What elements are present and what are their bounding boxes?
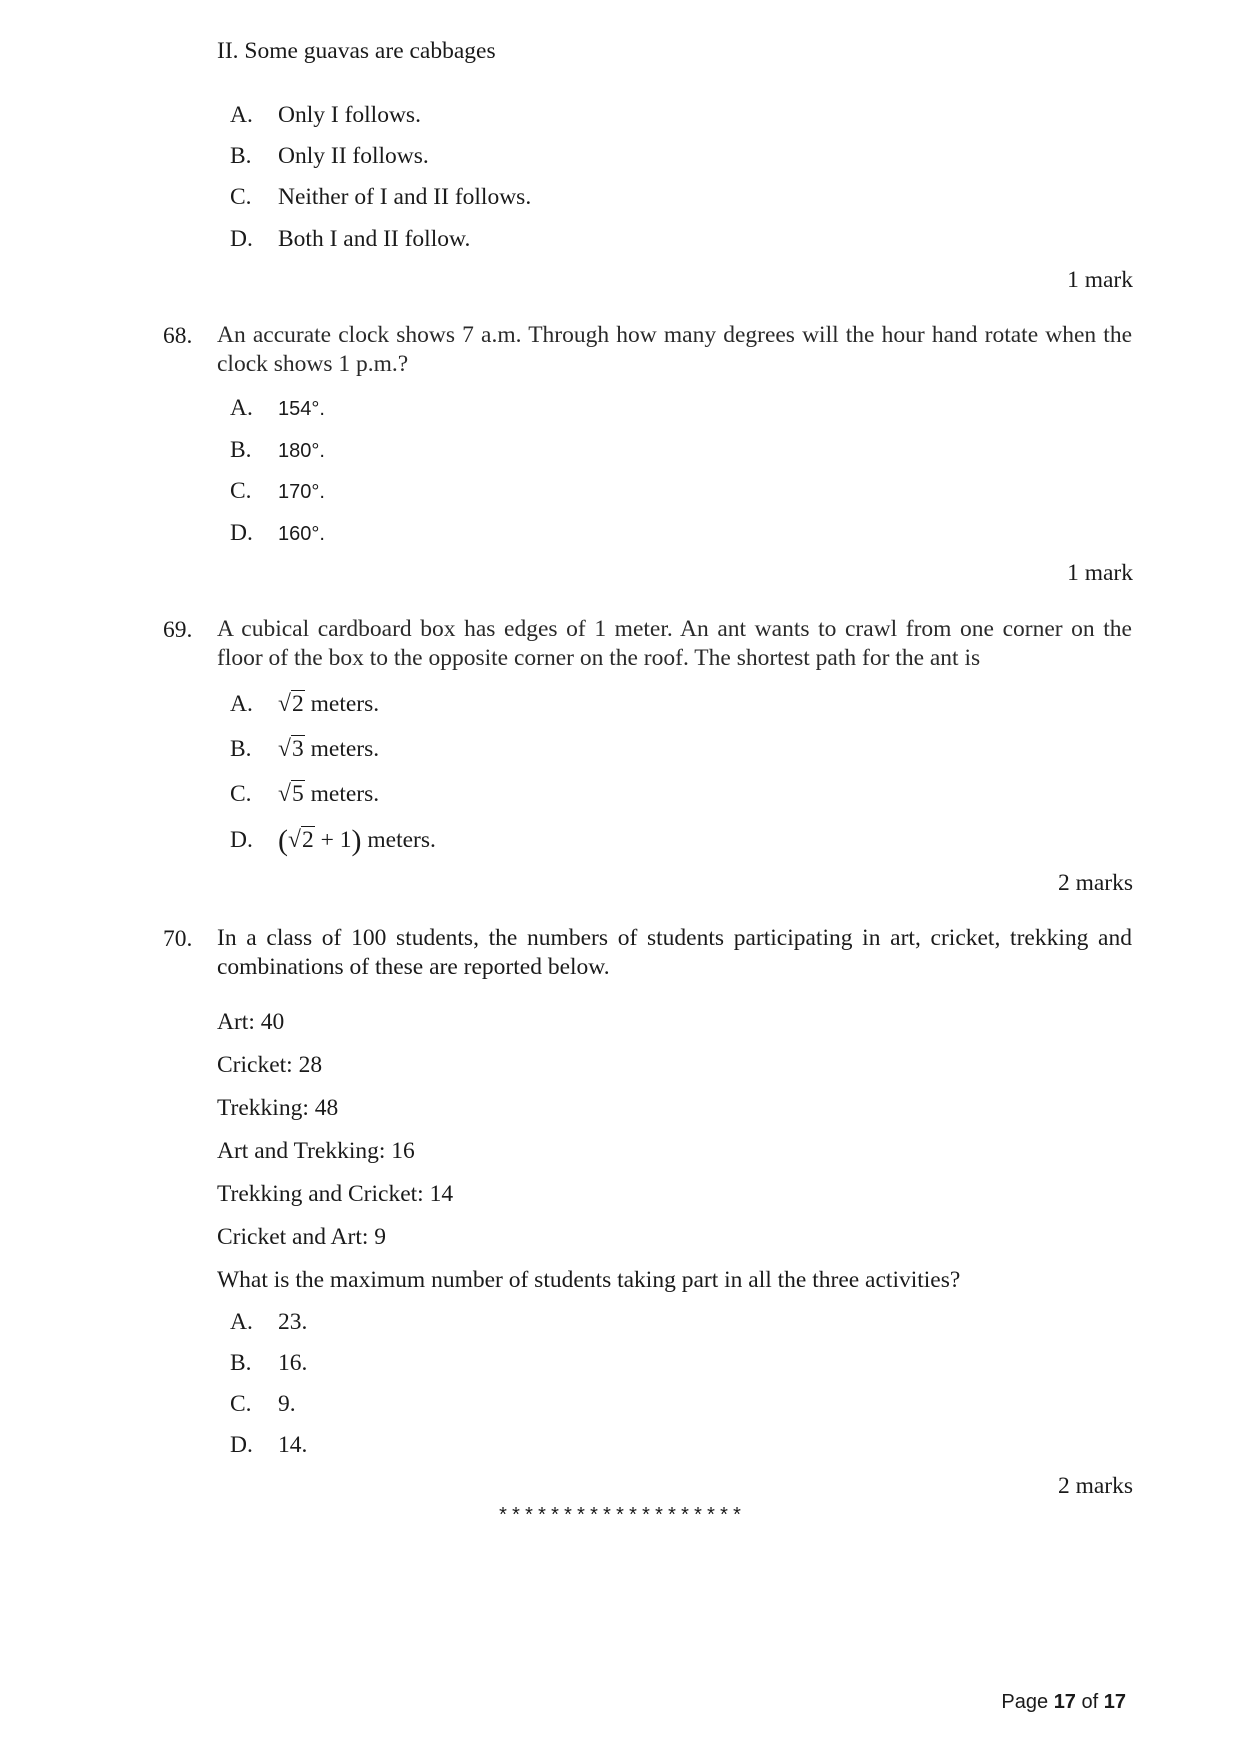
radical-sign-icon: √ [278,781,291,807]
option-text: meters. [304,691,380,717]
q70-option-b [230,1348,307,1378]
prev-option-a [230,100,421,130]
option-letter: A. [230,691,253,717]
option-letter: C. [230,478,252,504]
page-current: 17 [1053,1691,1076,1713]
radicand: 2 [292,691,304,717]
page-footer [1001,1691,1126,1714]
option-letter: A. [230,395,253,421]
statement-ii: II. Some guavas are cabbages [217,38,496,64]
prev-option-b [230,141,429,171]
question-text: An accurate clock shows 7 a.m. Through how many degrees will the hour hand rotate when the clock shows 1 p.m.? [217,322,1132,377]
question-text: In a class of 100 students, the numbers of students participating in art, cricket, trekking and combinations of these are reported below. [217,925,1132,980]
question-text: A cubical cardboard box has edges of 1 meter. An ant wants to crawl from one corner on the floor of the box to the opposite corner on the roof. The shortest path for the ant is [217,616,1132,671]
option-letter: C. [230,781,252,807]
plus-term: + 1 [314,827,352,853]
option-letter: C. [230,184,252,210]
option-letter: B. [230,143,252,169]
radicand: 5 [292,781,304,807]
question-number: 70. [163,926,193,952]
data-line-cricket-art: Cricket and Art: 9 [217,1224,387,1250]
option-letter: B. [230,1350,252,1376]
data-line-trekking-cricket: Trekking and Cricket: 14 [217,1181,454,1207]
question-number: 69. [163,617,193,643]
radicand: 3 [292,736,304,762]
q70-option-d [230,1430,307,1460]
option-letter: C. [230,1391,252,1417]
option-text: 9. [278,1391,296,1417]
data-line-cricket: Cricket: 28 [217,1052,323,1078]
option-text: Neither of I and II follows. [278,184,532,210]
end-separator: ******************* [496,1506,745,1529]
option-letter: D. [230,1432,253,1458]
radicand: 2 [302,827,314,853]
q69-option-c [230,779,379,809]
data-line-trekking: Trekking: 48 [217,1095,339,1121]
data-line-art-trekking: Art and Trekking: 16 [217,1138,415,1164]
marks-label: 1 mark [1067,560,1133,586]
option-text: meters. [304,736,380,762]
q68-option-b [230,435,325,466]
close-paren-icon: ) [351,824,362,857]
q70-option-c [230,1389,296,1419]
option-text: Only II follows. [278,143,429,169]
option-letter: D. [230,520,253,546]
option-text: Only I follows. [278,102,421,128]
question-number: 68. [163,323,193,349]
square-root-expression [278,734,305,764]
option-text: 160°. [278,523,325,545]
prev-option-d [230,224,470,254]
option-text: 180°. [278,440,325,462]
option-text: 16. [278,1350,308,1376]
page-total: 17 [1103,1691,1126,1713]
question-prompt: What is the maximum number of students taking part in all the three activities? [217,1267,961,1293]
option-text: Both I and II follow. [278,226,471,252]
q70-option-a [230,1307,307,1337]
q68-option-c [230,476,325,507]
option-text: 14. [278,1432,308,1458]
option-letter: B. [230,437,252,463]
page-label: Page [1001,1691,1049,1713]
square-root-expression [288,825,315,855]
option-letter: B. [230,736,252,762]
radical-sign-icon: √ [278,691,291,717]
prev-option-c [230,182,531,212]
option-letter: D. [230,226,253,252]
marks-label: 2 marks [1057,870,1133,896]
option-text: meters. [361,827,436,853]
q69-option-b [230,734,379,764]
q69-option-a [230,689,379,719]
q68-option-d [230,518,325,549]
square-root-expression [278,689,305,719]
option-text: 170°. [278,481,325,503]
data-line-art: Art: 40 [217,1009,285,1035]
square-root-expression [278,779,305,809]
of-label: of [1081,1691,1099,1713]
marks-label: 2 marks [1057,1473,1133,1499]
option-letter: A. [230,102,253,128]
radical-sign-icon: √ [288,827,301,853]
q69-option-d [230,825,436,855]
option-letter: D. [230,827,253,853]
radical-sign-icon: √ [278,736,291,762]
option-text: 154°. [278,398,325,420]
marks-label: 1 mark [1067,267,1133,293]
open-paren-icon: ( [278,824,288,857]
q68-option-a [230,393,325,424]
option-letter: A. [230,1309,253,1335]
option-text: meters. [304,781,380,807]
option-text: 23. [278,1309,308,1335]
